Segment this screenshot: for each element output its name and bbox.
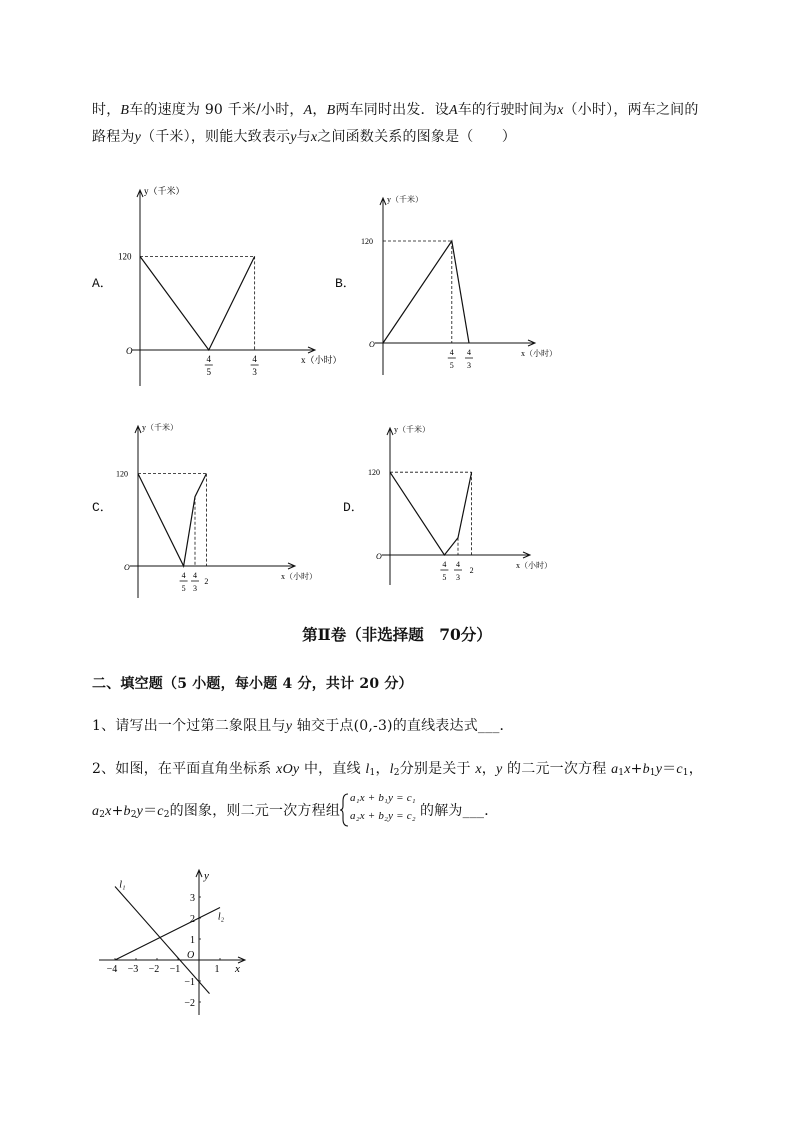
tick-label-denominator: 3 <box>252 367 257 377</box>
tick-label-numerator: 4 <box>449 348 454 357</box>
y-value-label: 120 <box>368 468 380 478</box>
y-tick-label: 2 <box>190 914 195 925</box>
y-tick-label: −1 <box>184 977 195 988</box>
tick-label-denominator: 3 <box>193 584 197 593</box>
x-tick-label: −2 <box>148 964 160 975</box>
text-run: y <box>290 130 297 145</box>
x-tick-label: −3 <box>127 964 139 975</box>
text-run: 时， <box>92 102 121 118</box>
y-tick-label: 3 <box>190 893 195 904</box>
text-run: y <box>285 719 293 734</box>
text-run: ， <box>312 102 327 118</box>
text-run: 轴交于点(0,-3)的直线表达式 <box>292 718 478 734</box>
text-run: y <box>655 762 663 777</box>
x-axis-label: x <box>235 963 240 975</box>
x-tick-label: −4 <box>106 964 118 975</box>
tick-label-numerator: 4 <box>442 560 447 569</box>
text-run: 2 <box>99 810 106 820</box>
y-tick-label: −2 <box>184 998 195 1009</box>
text-run: + <box>630 761 643 777</box>
text-run: 车的速度为 90 千米/小时， <box>129 102 304 118</box>
y-axis-label: y（千米） <box>387 195 423 204</box>
text-run: 2 <box>130 810 137 820</box>
text-run: 的解为 <box>420 803 463 819</box>
text-run: ． <box>499 718 514 734</box>
text-run: B <box>326 103 336 118</box>
option-a-label[interactable]: A． <box>92 276 113 291</box>
option-a-graph <box>110 180 350 390</box>
equation-system <box>340 792 420 828</box>
question-2-line-1 <box>92 758 703 778</box>
question-2-line-2 <box>92 790 498 830</box>
x-tick-label: 1 <box>214 964 220 975</box>
tick-label-denominator: 5 <box>449 361 454 370</box>
text-run: 的二元一次方程 <box>502 761 612 777</box>
origin-label: O <box>187 950 195 961</box>
text-run: b <box>642 762 650 777</box>
option-c-graph <box>110 418 320 598</box>
text-run: 车的行驶时间为 <box>457 102 558 118</box>
question-2-pre <box>92 800 340 820</box>
text-run: A <box>448 103 458 118</box>
text-run: 路程为 <box>92 129 135 145</box>
option-d-label[interactable]: D． <box>343 500 364 515</box>
text-run: 之间函数关系的图象是（ ） <box>317 129 517 145</box>
tick-label: 2 <box>469 566 474 575</box>
text-run: x <box>475 762 482 777</box>
text-run: 与 <box>296 129 311 145</box>
text-run: ＝ <box>662 761 677 777</box>
text-run: 2 <box>393 768 400 778</box>
y-axis-label: y（千米） <box>144 186 185 196</box>
text-run: 2 <box>163 810 170 820</box>
text-run: + <box>111 803 124 819</box>
system-eq-1: a₁x + b₁y = c₁ <box>350 792 416 804</box>
x-axis-label: x（小时） <box>281 572 317 581</box>
y-axis-label: y（千米） <box>142 423 178 432</box>
text-run: ， <box>481 761 496 777</box>
origin-label: O <box>126 346 133 356</box>
text-run: y <box>136 804 144 819</box>
x-axis-label: x（小时） <box>301 355 342 365</box>
tick-label-denominator: 3 <box>456 573 460 582</box>
y-value-label: 120 <box>361 237 373 246</box>
text-run: 1 <box>618 768 625 778</box>
option-d-graph <box>360 420 555 585</box>
text-run: ， <box>688 761 703 777</box>
text-run: c <box>676 762 683 777</box>
tick-label-numerator: 4 <box>181 571 186 580</box>
origin-label: O <box>369 340 375 349</box>
question-2-graph <box>95 860 255 1020</box>
text-run: l <box>389 762 394 777</box>
tick-label-denominator: 3 <box>467 361 471 370</box>
tick-label: 2 <box>204 577 209 586</box>
text-run: ___ <box>477 718 500 734</box>
graph-line <box>390 472 472 555</box>
option-c-label[interactable]: C． <box>92 500 113 515</box>
x-tick-label: −1 <box>169 964 181 975</box>
tick-label-numerator: 4 <box>456 560 460 569</box>
y-value-label: 120 <box>118 251 132 262</box>
text-run: y <box>134 130 142 145</box>
text-run: x <box>624 762 631 777</box>
section-title: 第Ⅱ卷（非选择题 70分） <box>302 625 492 644</box>
line-l2 <box>115 908 220 961</box>
text-run: 1 <box>369 768 376 778</box>
text-run: a <box>92 804 100 819</box>
tick-label-numerator: 4 <box>252 354 257 364</box>
text-run: 分别是关于 <box>399 761 476 777</box>
intro-line-1 <box>92 99 699 119</box>
text-run: xOy <box>276 762 300 777</box>
option-b-label[interactable]: B． <box>335 276 356 291</box>
text-run: 1、请写出一个过第二象限且与 <box>92 718 286 734</box>
text-run: x <box>310 130 318 145</box>
text-run: 中，直线 <box>299 761 366 777</box>
tick-label-denominator: 5 <box>442 573 447 582</box>
origin-label: O <box>124 563 130 572</box>
text-run: x <box>105 804 112 819</box>
text-run: （千米），则能大致表示 <box>141 129 291 145</box>
text-run: b <box>123 804 131 819</box>
x-axis-label: x（小时） <box>516 561 552 570</box>
text-run: 的图象，则二元一次方程组 <box>169 803 341 819</box>
tick-label-numerator: 4 <box>467 348 471 357</box>
text-run: x <box>557 103 564 118</box>
tick-label-numerator: 4 <box>206 354 212 364</box>
text-run: 两车同时出发．设 <box>335 102 449 118</box>
text-run: ___ <box>462 803 485 819</box>
text-run: B <box>120 103 130 118</box>
tick-label-denominator: 5 <box>206 367 212 377</box>
text-run: l <box>365 762 370 777</box>
text-run: 1 <box>649 768 656 778</box>
text-run: y <box>495 762 503 777</box>
tick-label-numerator: 4 <box>193 571 197 580</box>
line-l2-label: l₂ <box>217 911 225 923</box>
tick-label-denominator: 5 <box>181 584 186 593</box>
system-eq-2: a₂x + b₂y = c₂ <box>350 810 416 822</box>
graph-line <box>138 474 206 566</box>
question-1 <box>92 715 514 735</box>
text-run: 2、如图，在平面直角坐标系 <box>92 761 277 777</box>
line-l1 <box>115 887 210 994</box>
y-value-label: 120 <box>116 469 128 479</box>
y-axis-label: y（千米） <box>394 425 430 434</box>
origin-label: O <box>376 552 382 561</box>
option-b-graph <box>355 190 565 375</box>
text-run: A <box>303 103 313 118</box>
graph-line <box>383 241 469 343</box>
text-run: a <box>611 762 619 777</box>
text-run: 1 <box>682 768 689 778</box>
y-axis-label: y <box>204 870 209 882</box>
graph-line <box>140 256 255 350</box>
y-tick-label: 1 <box>190 935 195 946</box>
text-run: （小时），两车之间的 <box>563 102 699 118</box>
part2-heading: 二、填空题（5 小题，每小题 4 分，共计 20 分） <box>92 676 413 692</box>
x-axis-label: x（小时） <box>521 349 557 358</box>
text-run: ＝ <box>143 803 158 819</box>
line-l1-label: l₁ <box>119 879 126 891</box>
intro-line-2 <box>92 126 516 146</box>
text-run: ， <box>375 761 390 777</box>
question-2-post <box>420 800 498 820</box>
text-run: c <box>157 804 164 819</box>
text-run: ． <box>484 803 499 819</box>
